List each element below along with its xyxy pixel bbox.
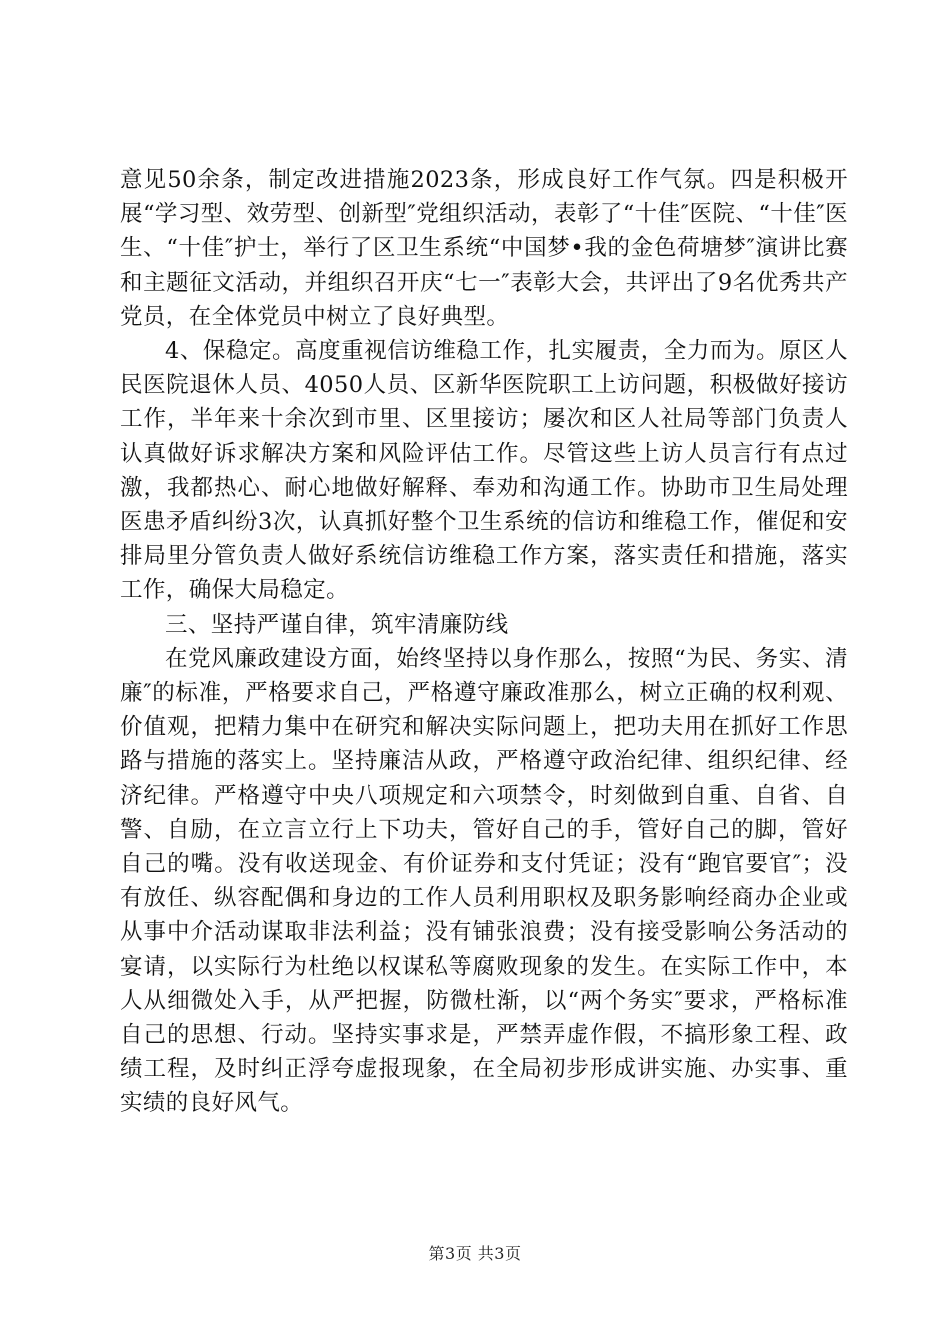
page-footer: 第3页 共3页	[428, 1244, 522, 1263]
paragraph-continuation: 意见50余条，制定改进措施2023条，形成良好工作气氛。四是积极开展“学习型、效劳型、创新型″党组织活动，表彰了“十佳″医院、“十佳″医生、“十佳″护士，举行了区卫生系统“中国梦•我的金色荷塘梦″演讲比赛和主题征文活动，并组织召开庆“七一″表彰大会，共评出了9名优秀共产党员，在全体党员中树立了良好典型。	[120, 167, 848, 330]
document-body	[120, 163, 848, 1121]
section-heading-integrity: 三、坚持严谨自律，筑牢清廉防线	[165, 611, 509, 638]
paragraph-stability: 4、保稳定。高度重视信访维稳工作，扎实履责，全力而为。原区人民医院退休人员、4050人员、区新华医院职工上访问题，积极做好接访工作，半年来十余次到市里、区里接访；屡次和区人社局等部门负责人认真做好诉求解决方案和风险评估工作。尽管这些上访人员言行有点过激，我都热心、耐心地做好解释、奉劝和沟通工作。协助市卫生局处理医患矛盾纠纷3次，认真抓好整个卫生系统的信访和维稳工作，催促和安排局里分管负责人做好系统信访维稳工作方案，落实责任和措施，落实工作，确保大局稳定。	[120, 338, 848, 604]
paragraph-integrity: 在党风廉政建设方面，始终坚持以身作那么，按照“为民、务实、清廉″的标准，严格要求自己，严格遵守廉政准那么，树立正确的权利观、价值观，把精力集中在研究和解决实际问题上，把功夫用在抓好工作思路与措施的落实上。坚持廉洁从政，严格遵守政治纪律、组织纪律、经济纪律。严格遵守中央八项规定和六项禁令，时刻做到自重、自省、自警、自励，在立言立行上下功夫，管好自己的手，管好自己的脚，管好自己的嘴。没有收送现金、有价证券和支付凭证；没有“跑官要官″；没有放任、纵容配偶和身边的工作人员利用职权及职务影响经商办企业或从事中介活动谋取非法利益；没有铺张浪费；没有接受影响公务活动的宴请，以实际行为杜绝以权谋私等腐败现象的发生。在实际工作中，本人从细微处入手，从严把握，防微杜渐，以“两个务实″要求，严格标准自己的思想、行动。坚持实事求是，严禁弄虚作假，不搞形象工程、政绩工程，及时纠正浮夸虚报现象，在全局初步形成讲实施、办实事、重实绩的良好风气。	[120, 645, 848, 1117]
